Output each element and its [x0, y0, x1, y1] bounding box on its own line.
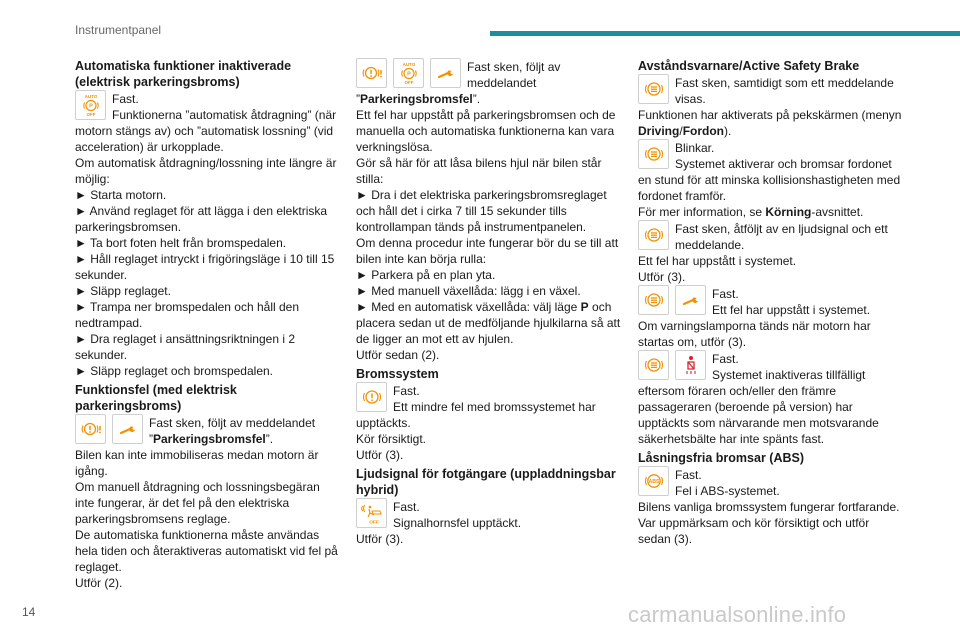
- wrench-service-icon: [675, 285, 706, 315]
- instruction-step: ► Dra reglaget i ansättningsriktningen i 2 sekunder.: [75, 332, 295, 362]
- warning-entry: [638, 466, 903, 499]
- section-title: Låsningsfria bromsar (ABS): [638, 451, 805, 465]
- page-number: 14: [22, 605, 36, 619]
- entry-text: Om automatisk åtdragning/lossning inte längre är möjlig:: [75, 156, 337, 186]
- svg-text:ABS: ABS: [648, 479, 659, 486]
- svg-text:P: P: [88, 103, 93, 110]
- entry-text: Utför sedan (2).: [356, 348, 440, 362]
- entry-text: Fast sken, åtföljt av en ljudsignal och ett meddelande.: [675, 222, 888, 252]
- warning-entry: [75, 414, 340, 447]
- warning-entry: [356, 498, 621, 531]
- section-title: Ljudsignal för fotgängare (uppladdningsbar hybrid): [356, 467, 616, 497]
- entry-text: Utför (3).: [356, 448, 404, 462]
- entry-text: Fast sken, följt av meddelandet: [467, 60, 561, 90]
- entry-text: Systemet inaktiveras tillfälligt eftersom föraren och/eller den främre passageraren (beroende på version) har upptäckts som närvarande men motsvarande säkerhetsbälte har inte spänts fast.: [638, 368, 879, 446]
- warning-entry: [638, 220, 903, 253]
- warning-entry: [638, 139, 903, 204]
- entry-text: Ett fel har uppstått i systemet.: [712, 303, 871, 317]
- header-accent-bar: [490, 31, 960, 36]
- instruction-step: ► Ta bort foten helt från bromspedalen.: [75, 236, 287, 250]
- instruction-step: ► Dra i det elektriska parkeringsbromsreglaget och håll det i cirka 7 till 15 sekunder tills kontrollampan tänds på instrumentpanelen.: [356, 188, 607, 234]
- svg-text:P: P: [406, 71, 411, 78]
- entry-text: Funktionerna ”automatisk åtdragning” (när motorn stängs av) och ”automatisk lossning” (vid acceleration) är urkopplade.: [75, 108, 337, 154]
- entry-text: Ett fel har uppstått på parkeringsbromsen och de manuella och automatiska funktionerna kan vara verkningslösa.: [356, 108, 616, 154]
- section-title: Funktionsfel (med elektrisk parkeringsbroms): [75, 383, 237, 413]
- instruction-step: ► Starta motorn.: [75, 188, 167, 202]
- entry-text: Fast sken, samtidigt som ett meddelande visas.: [675, 76, 894, 106]
- entry-text: Fast.: [393, 500, 420, 514]
- entry-text: Blinkar.: [675, 141, 715, 155]
- instruction-step: ► Släpp reglaget.: [75, 284, 171, 298]
- instruction-step: ► Trampa ner bromspedalen och håll den nedtrampad.: [75, 300, 300, 330]
- entry-text: Funktionen har aktiverats på pekskärmen (menyn Driving/Fordon).: [638, 108, 902, 138]
- warning-entry: [75, 90, 340, 155]
- entry-text: Bilens vanliga bromssystem fungerar fortfarande. Var uppmärksam och kör försiktigt och utför sedan (3).: [638, 500, 900, 546]
- warning-entry: [638, 285, 903, 318]
- warning-entry: [356, 382, 621, 431]
- entry-text: Om denna procedur inte fungerar bör du se till att bilen inte kan börja rulla:: [356, 236, 619, 266]
- entry-text: Utför (2).: [75, 576, 123, 590]
- svg-text:AUTO: AUTO: [84, 94, 97, 99]
- collision-warning-icon: [638, 74, 669, 104]
- svg-text:OFF: OFF: [86, 112, 95, 117]
- collision-warning-icon: [638, 350, 669, 380]
- entry-text: Fast.: [393, 384, 420, 398]
- instruction-step: ► Parkera på en plan yta.: [356, 268, 496, 282]
- collision-warning-icon: [638, 285, 669, 315]
- column-3: [638, 58, 903, 547]
- instruction-step: ► Med manuell växellåda: lägg i en växel.: [356, 284, 581, 298]
- entry-text: Ett fel har uppstått i systemet.: [638, 254, 797, 268]
- entry-text: För mer information, se Körning-avsnittet.: [638, 205, 864, 219]
- section-title: Automatiska funktioner inaktiverade (elektrisk parkeringsbroms): [75, 59, 292, 89]
- instruction-step: ► Håll reglaget intryckt i frigöringsläge i 10 till 15 sekunder.: [75, 252, 335, 282]
- collision-warning-icon: [638, 139, 669, 169]
- instruction-step: ► Släpp reglaget och bromspedalen.: [75, 364, 273, 378]
- entry-text: De automatiska funktionerna måste användas hela tiden och återaktiveras automatiskt vid fel på reglaget.: [75, 528, 338, 574]
- entry-text: Gör så här för att låsa bilens hjul när bilen står stilla:: [356, 156, 602, 186]
- entry-text: Fast.: [712, 352, 739, 366]
- pedestrian-horn-off-icon: [356, 498, 387, 528]
- svg-text:OFF: OFF: [404, 80, 413, 85]
- column-2: [356, 58, 621, 547]
- parking-brake-fault-icon: [356, 58, 387, 88]
- seatbelt-warning-icon: [675, 350, 706, 380]
- auto-parking-brake-off-icon: [75, 90, 106, 120]
- entry-text: Om manuell åtdragning och lossningsbegäran inte fungerar, är det fel på den elektriska parkeringsbromsens reglage.: [75, 480, 320, 526]
- column-1: [75, 58, 340, 591]
- entry-text: Om varningslamporna tänds när motorn har startas om, utför (3).: [638, 319, 871, 349]
- running-header: Instrumentpanel: [75, 23, 162, 37]
- instruction-step: ► Använd reglaget för att lägga i den elektriska parkeringsbromsen.: [75, 204, 328, 234]
- watermark: carmanualsonline.info: [628, 602, 847, 627]
- instruction-step: ► Med en automatisk växellåda: välj läge P och placera sedan ut de medföljande hjulkilarna så att de ligger an mot ett av hjulen.: [356, 300, 621, 346]
- entry-text: Bilen kan inte immobiliseras medan motorn är igång.: [75, 448, 319, 478]
- entry-text: Signalhornsfel upptäckt.: [393, 516, 522, 530]
- warning-entry: [638, 74, 903, 107]
- wrench-service-icon: [112, 414, 143, 444]
- entry-text: Fast.: [112, 92, 139, 106]
- entry-text: Systemet aktiverar och bromsar fordonet en stund för att minska kollisionshastigheten med fordonet framför.: [638, 157, 901, 203]
- warning-entry: [638, 350, 903, 447]
- entry-text: Utför (3).: [356, 532, 404, 546]
- collision-warning-icon: [638, 220, 669, 250]
- entry-text: Ett mindre fel med bromssystemet har upptäckts.: [356, 400, 596, 430]
- wrench-service-icon: [430, 58, 461, 88]
- section-title: Avståndsvarnare/Active Safety Brake: [638, 59, 860, 73]
- entry-text: Fast.: [675, 468, 702, 482]
- entry-text: ”Parkeringsbromsfel”.: [356, 92, 481, 106]
- auto-parking-brake-off-icon: [393, 58, 424, 88]
- entry-text: Fel i ABS-systemet.: [675, 484, 780, 498]
- warning-entry: [356, 58, 621, 91]
- entry-text: Utför (3).: [638, 270, 686, 284]
- entry-text: Kör försiktigt.: [356, 432, 427, 446]
- section-title: Bromssystem: [356, 367, 439, 381]
- brake-system-warning-icon: [356, 382, 387, 412]
- parking-brake-fault-icon: [75, 414, 106, 444]
- svg-text:AUTO: AUTO: [402, 62, 415, 67]
- abs-warning-icon: [638, 466, 669, 496]
- entry-text: Fast.: [712, 287, 739, 301]
- svg-text:OFF: OFF: [368, 520, 379, 525]
- entry-text: Fast sken, följt av meddelandet ”Parkeringsbromsfel”.: [149, 416, 316, 446]
